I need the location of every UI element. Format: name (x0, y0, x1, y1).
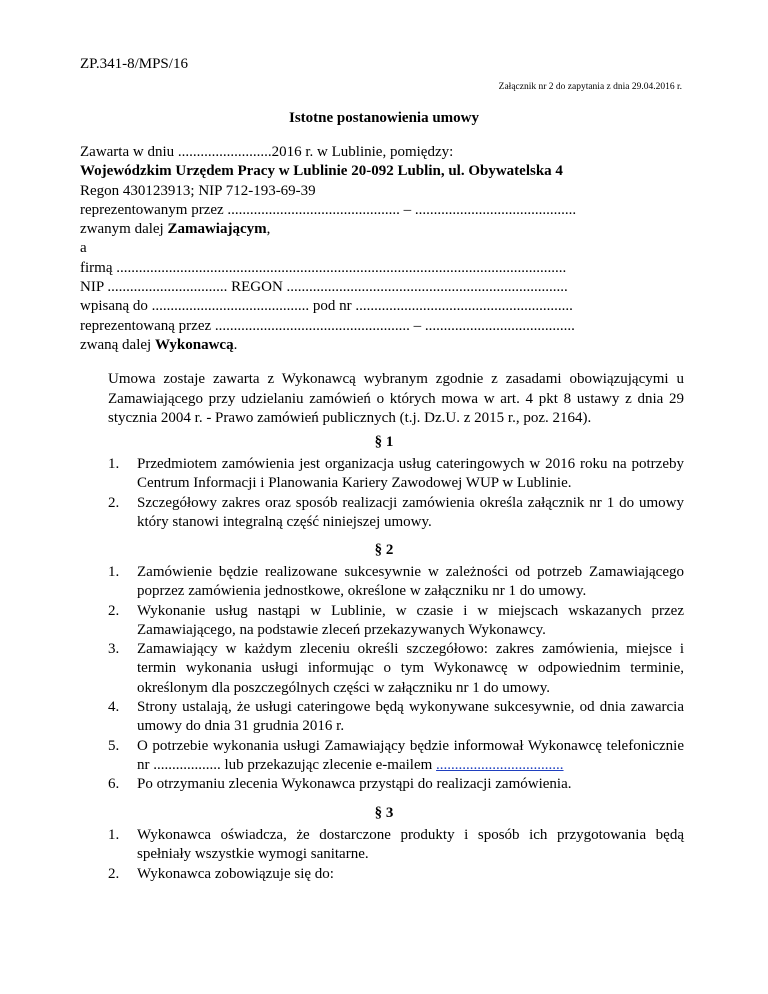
list-item: 4. Strony ustalają, że usługi cateringowe będą wykonywane sukcesywnie, od dnia zawarcia umowy do dnia 31 grudnia 2016 r. (108, 699, 684, 735)
conjunction-line: a (80, 240, 87, 257)
client-name-line: Wojewódzkim Urzędem Pracy w Lublinie 20-092 Lublin, ul. Obywatelska 4 (80, 163, 563, 180)
contractor-representative-line: reprezentowaną przez .................................................... – ........................................ (80, 317, 575, 334)
reference-number: ZP.341-8/MPS/16 (80, 56, 188, 72)
list-item: 1. Wykonawca oświadcza, że dostarczone produkty i sposób ich przygotowania będą spełniały wszystkie wymogi sanitarne. (108, 827, 684, 863)
list-item: 1. Zamówienie będzie realizowane sukcesywnie w zależności od potrzeb Zamawiającego poprzez zamówienia jednostkowe, określone w załączniku nr 1 do umowy. (108, 564, 684, 600)
section-3-heading: § 3 (374, 805, 394, 821)
intro-paragraph: Umowa zostaje zawarta z Wykonawcą wybranym zgodnie z zasadami obowiązującymi u Zamawiającego przy udzielaniu zamówień o których mowa w art. 4 pkt 8 ustawy z dnia 29 stycznia 2004 r. - Prawo zamówień publicznych (t.j. Dz.U. z 2015 r., poz. 2164). (108, 371, 684, 426)
section-2-heading: § 2 (374, 542, 394, 558)
list-item: 2. Wykonawca zobowiązuje się do: (108, 865, 334, 882)
contractor-alias-line: zwaną dalej Wykonawcą. (80, 336, 238, 353)
client-alias-line: zwanym dalej Zamawiającym, (80, 221, 271, 238)
section-1-heading: § 1 (374, 434, 394, 450)
list-item: 1. Przedmiotem zamówienia jest organizacja usług cateringowych w 2016 roku na potrzeby Centrum Informacji i Planowania Kariery Zawodowej WUP w Lublinie. (108, 456, 684, 492)
document-title: Istotne postanowienia umowy (288, 110, 480, 126)
list-item: 6. Po otrzymaniu zlecenia Wykonawca przystąpi do realizacji zamówienia. (108, 776, 572, 793)
section-3-list (108, 826, 684, 884)
parties-block (80, 143, 576, 355)
section-2-list (108, 563, 684, 795)
contractor-company-line: firmą ........................................................................................................................ (80, 259, 567, 276)
list-item: 3. Zamawiający w każdym zleceniu określi szczegółowo: zakres zamówienia, miejsce i termin wykonania usługi informując o tym Wykonawcę w odpowiednim terminie, określonym dla poszczególnych części w załączniku nr 1 do umowy. (108, 641, 684, 696)
attachment-note: Załącznik nr 2 do zapytania z dnia 29.04.2016 r. (498, 82, 682, 92)
list-item: 5. O potrzebie wykonania usługi Zamawiający będzie informował Wykonawcę telefonicznie nr .................. lub przekazując zlecenie e-mailem .................................. (108, 737, 684, 773)
contract-date-line: Zawarta w dniu .........................2016 r. w Lublinie, pomiędzy: (80, 144, 454, 160)
contractor-nip-regon-line: NIP ................................ REGON ........................................................................... (80, 279, 568, 296)
contractor-registry-line: wpisaną do .......................................... pod nr .......................................................... (80, 298, 573, 315)
email-link[interactable]: .................................. (436, 756, 564, 773)
section-1-list (108, 455, 684, 532)
client-regon-nip-line: Regon 430123913; NIP 712-193-69-39 (80, 182, 316, 199)
list-item: 2. Wykonanie usług nastąpi w Lublinie, w czasie i w miejscach wskazanych przez Zamawiającego, na podstawie zleceń przekazywanych Wykonawcy. (108, 602, 684, 638)
client-representative-line: reprezentowanym przez .............................................. – ........................................... (80, 201, 577, 218)
list-item: 2. Szczegółowy zakres oraz sposób realizacji zamówienia określa załącznik nr 1 do umowy który stanowi integralną część niniejszej umowy. (108, 494, 684, 530)
